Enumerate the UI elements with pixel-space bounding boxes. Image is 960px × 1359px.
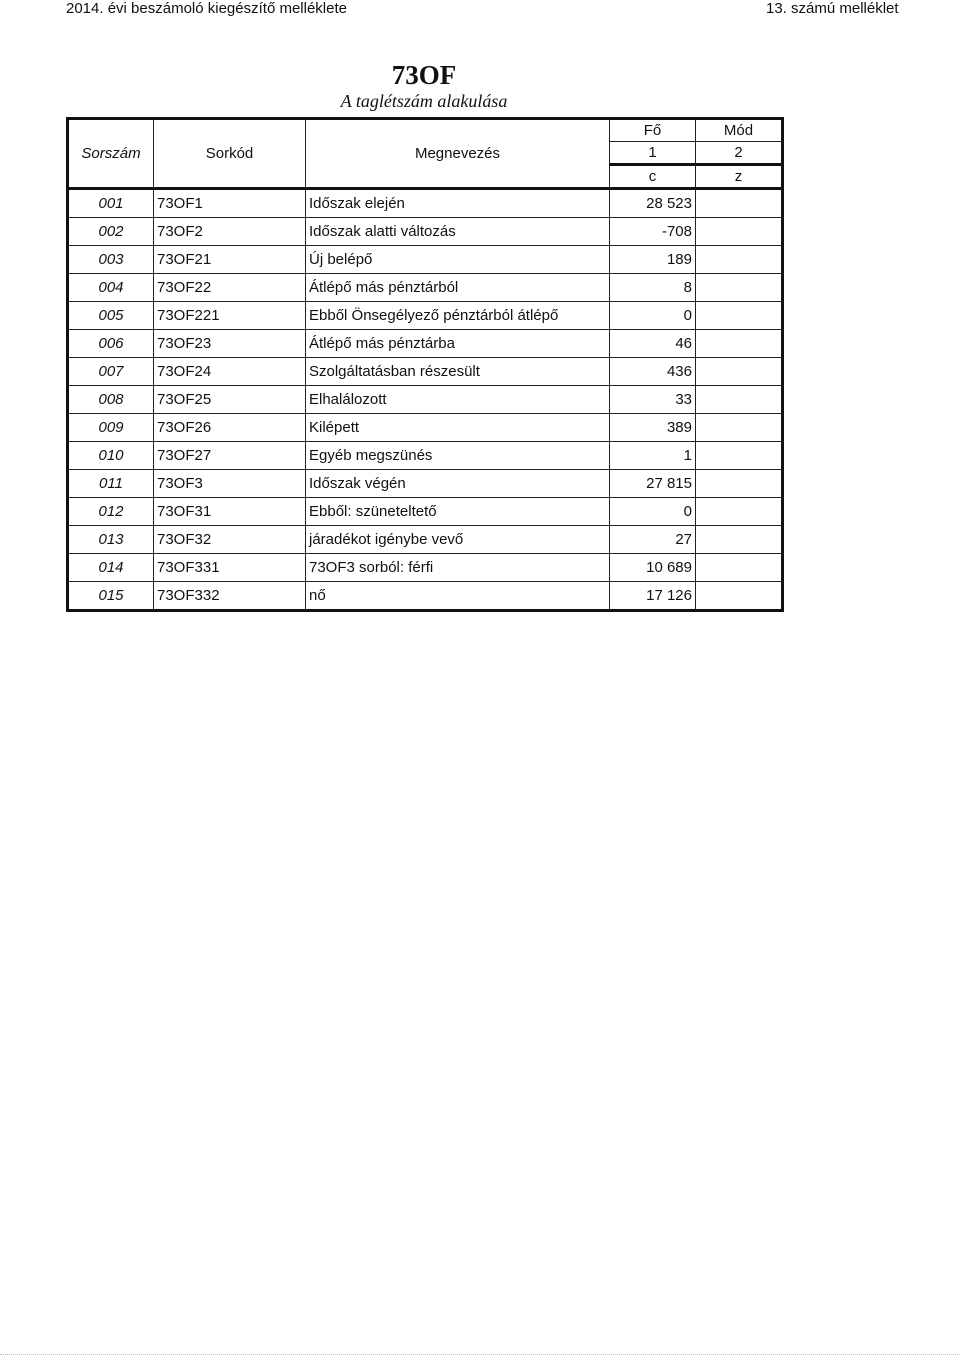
row-name: Időszak végén	[306, 470, 610, 498]
row-number: 012	[68, 498, 154, 526]
row-number: 005	[68, 302, 154, 330]
row-name: Szolgáltatásban részesült	[306, 358, 610, 386]
row-mod-value	[696, 414, 783, 442]
row-number: 003	[68, 246, 154, 274]
row-number: 014	[68, 554, 154, 582]
row-number: 013	[68, 526, 154, 554]
row-mod-value	[696, 470, 783, 498]
row-fo-value: 1	[610, 442, 696, 470]
row-fo-value: 28 523	[610, 189, 696, 218]
row-name: Egyéb megszünés	[306, 442, 610, 470]
row-code: 73OF332	[154, 582, 306, 611]
row-name: Időszak elején	[306, 189, 610, 218]
row-fo-value: 0	[610, 302, 696, 330]
row-name: nő	[306, 582, 610, 611]
row-name: Átlépő más pénztárba	[306, 330, 610, 358]
row-number: 006	[68, 330, 154, 358]
col-megnevezes: Megnevezés	[306, 119, 610, 189]
row-fo-value: 10 689	[610, 554, 696, 582]
col-mod-number: 2	[696, 142, 783, 165]
col-mod-code: z	[696, 165, 783, 189]
row-code: 73OF331	[154, 554, 306, 582]
row-fo-value: 8	[610, 274, 696, 302]
row-mod-value	[696, 498, 783, 526]
table-row	[68, 189, 783, 218]
row-fo-value: 27 815	[610, 470, 696, 498]
row-mod-value	[696, 246, 783, 274]
table-row	[68, 218, 783, 246]
row-code: 73OF31	[154, 498, 306, 526]
row-code: 73OF221	[154, 302, 306, 330]
table-row	[68, 442, 783, 470]
row-fo-value: 46	[610, 330, 696, 358]
table-row	[68, 358, 783, 386]
col-fo: Fő	[610, 119, 696, 142]
row-number: 008	[68, 386, 154, 414]
row-mod-value	[696, 189, 783, 218]
row-number: 001	[68, 189, 154, 218]
row-code: 73OF21	[154, 246, 306, 274]
row-mod-value	[696, 386, 783, 414]
row-number: 002	[68, 218, 154, 246]
table-row	[68, 526, 783, 554]
row-number: 010	[68, 442, 154, 470]
row-fo-value: 389	[610, 414, 696, 442]
col-fo-number: 1	[610, 142, 696, 165]
row-code: 73OF2	[154, 218, 306, 246]
row-mod-value	[696, 218, 783, 246]
table-header	[68, 119, 783, 189]
table-row	[68, 414, 783, 442]
table-row	[68, 274, 783, 302]
table-row	[68, 470, 783, 498]
table-row	[68, 582, 783, 611]
row-mod-value	[696, 274, 783, 302]
row-code: 73OF1	[154, 189, 306, 218]
table-body	[68, 189, 783, 611]
row-fo-value: 33	[610, 386, 696, 414]
row-number: 007	[68, 358, 154, 386]
row-fo-value: 436	[610, 358, 696, 386]
row-name: Elhalálozott	[306, 386, 610, 414]
row-name: Ebből Önsegélyező pénztárból átlépő	[306, 302, 610, 330]
row-number: 011	[68, 470, 154, 498]
row-fo-value: 17 126	[610, 582, 696, 611]
table-row	[68, 386, 783, 414]
row-mod-value	[696, 582, 783, 611]
row-mod-value	[696, 442, 783, 470]
row-fo-value: 189	[610, 246, 696, 274]
row-number: 009	[68, 414, 154, 442]
row-mod-value	[696, 358, 783, 386]
table-row	[68, 302, 783, 330]
row-mod-value	[696, 554, 783, 582]
row-code: 73OF27	[154, 442, 306, 470]
row-name: Időszak alatti változás	[306, 218, 610, 246]
row-mod-value	[696, 330, 783, 358]
row-fo-value: -708	[610, 218, 696, 246]
col-mod: Mód	[696, 119, 783, 142]
row-name: Új belépő	[306, 246, 610, 274]
row-mod-value	[696, 526, 783, 554]
row-fo-value: 0	[610, 498, 696, 526]
row-name: 73OF3 sorból: férfi	[306, 554, 610, 582]
row-name: Ebből: szüneteltető	[306, 498, 610, 526]
col-fo-code: c	[610, 165, 696, 189]
document-subtitle: A taglétszám alakulása	[340, 91, 508, 111]
row-code: 73OF24	[154, 358, 306, 386]
col-sorkod: Sorkód	[154, 119, 306, 189]
table-row	[68, 330, 783, 358]
row-number: 004	[68, 274, 154, 302]
row-code: 73OF25	[154, 386, 306, 414]
row-mod-value	[696, 302, 783, 330]
table-row	[68, 498, 783, 526]
row-name: Átlépő más pénztárból	[306, 274, 610, 302]
page-header-left: 2014. évi beszámoló kiegészítő melléklete	[66, 0, 347, 17]
table-row	[68, 554, 783, 582]
page-bottom-dotted-line	[0, 1354, 960, 1355]
row-code: 73OF26	[154, 414, 306, 442]
row-fo-value: 27	[610, 526, 696, 554]
row-code: 73OF32	[154, 526, 306, 554]
row-code: 73OF3	[154, 470, 306, 498]
page-header-right: 13. számú melléklet	[766, 0, 899, 17]
row-code: 73OF22	[154, 274, 306, 302]
row-number: 015	[68, 582, 154, 611]
row-name: Kilépett	[306, 414, 610, 442]
row-name: járadékot igénybe vevő	[306, 526, 610, 554]
col-sorszam: Sorszám	[68, 119, 154, 189]
row-code: 73OF23	[154, 330, 306, 358]
document-title: 73OF	[391, 60, 457, 90]
membership-table	[66, 117, 784, 612]
table-row	[68, 246, 783, 274]
